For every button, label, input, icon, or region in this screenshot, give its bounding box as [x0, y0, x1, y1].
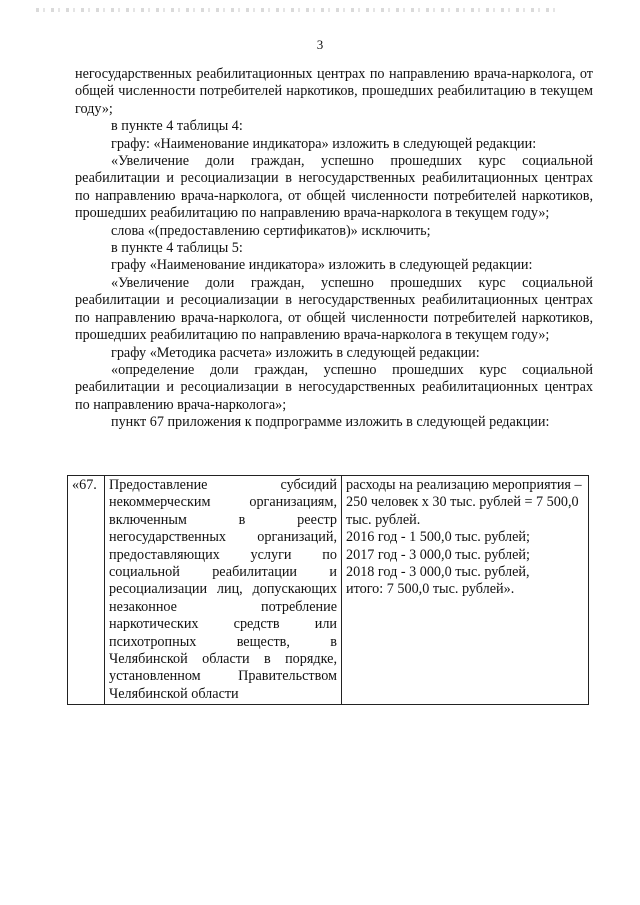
paragraph: слова «(предоставлению сертификатов)» исключить; [111, 222, 431, 239]
paragraph: графу: «Наименование индикатора» изложить в следующей редакции: [111, 135, 537, 152]
paragraph: негосударственных реабилитационных центрах по направлению врача-нарколога, от общей численности потребителей наркотиков, прошедших реабилитацию в текущем году»; [75, 66, 593, 117]
document-body [75, 66, 593, 432]
calc-line: 2016 год - 1 500,0 тыс. рублей; [346, 529, 530, 546]
calculation-cell [342, 476, 589, 705]
calc-line: расходы на реализацию мероприятия – 250 человек х 30 тыс. рублей = 7 500,0 тыс. рублей. [346, 477, 582, 528]
paragraph: в пункте 4 таблицы 5: [111, 240, 243, 257]
scan-artifact [36, 8, 556, 12]
paragraph: «Увеличение доли граждан, успешно прошедших курс социальной реабилитации и ресоциализации в негосударственных реабилитационных центрах по направлению врача-нарколога, от общей численности потребителей наркотиков, прошедших реабилитацию по направлению врача-нарколога в текущем году»; [75, 153, 593, 222]
paragraph: графу «Методика расчета» изложить в следующей редакции: [111, 344, 480, 361]
table-row [68, 476, 589, 705]
paragraph: пункт 67 приложения к подпрограмме изложить в следующей редакции: [111, 414, 550, 431]
page-number: 3 [316, 37, 324, 52]
event-description-cell: Предоставление субсидий некоммерческим организациям, включенным в реестр негосударственных организаций, предоставляющих услуги по социальной реабилитации и ресоциализации лиц, допускающих незаконное потребление наркотических средств или психотропных веществ, в Челябинской области в порядке, установленном Правительством Челябинской области [105, 476, 342, 705]
calc-line: 2017 год - 3 000,0 тыс. рублей; [346, 546, 530, 563]
calc-line: 2018 год - 3 000,0 тыс. рублей, [346, 564, 530, 581]
paragraph: графу «Наименование индикатора» изложить в следующей редакции: [111, 257, 533, 274]
paragraph: в пункте 4 таблицы 4: [111, 118, 243, 135]
paragraph: «определение доли граждан, успешно прошедших курс социальной реабилитации и ресоциализации в негосударственных реабилитационных центрах по направлению врача-нарколога»; [75, 361, 593, 413]
item-number-cell: «67. [68, 476, 105, 705]
amendment-table [67, 475, 589, 705]
calc-line: итого: 7 500,0 тыс. рублей». [346, 581, 515, 598]
paragraph: «Увеличение доли граждан, успешно прошедших курс социальной реабилитации и ресоциализации в негосударственных реабилитационных центрах по направлению врача-нарколога, от общей численности потребителей наркотиков, прошедших реабилитацию по направлению врача-нарколога в текущем году»; [75, 274, 593, 344]
